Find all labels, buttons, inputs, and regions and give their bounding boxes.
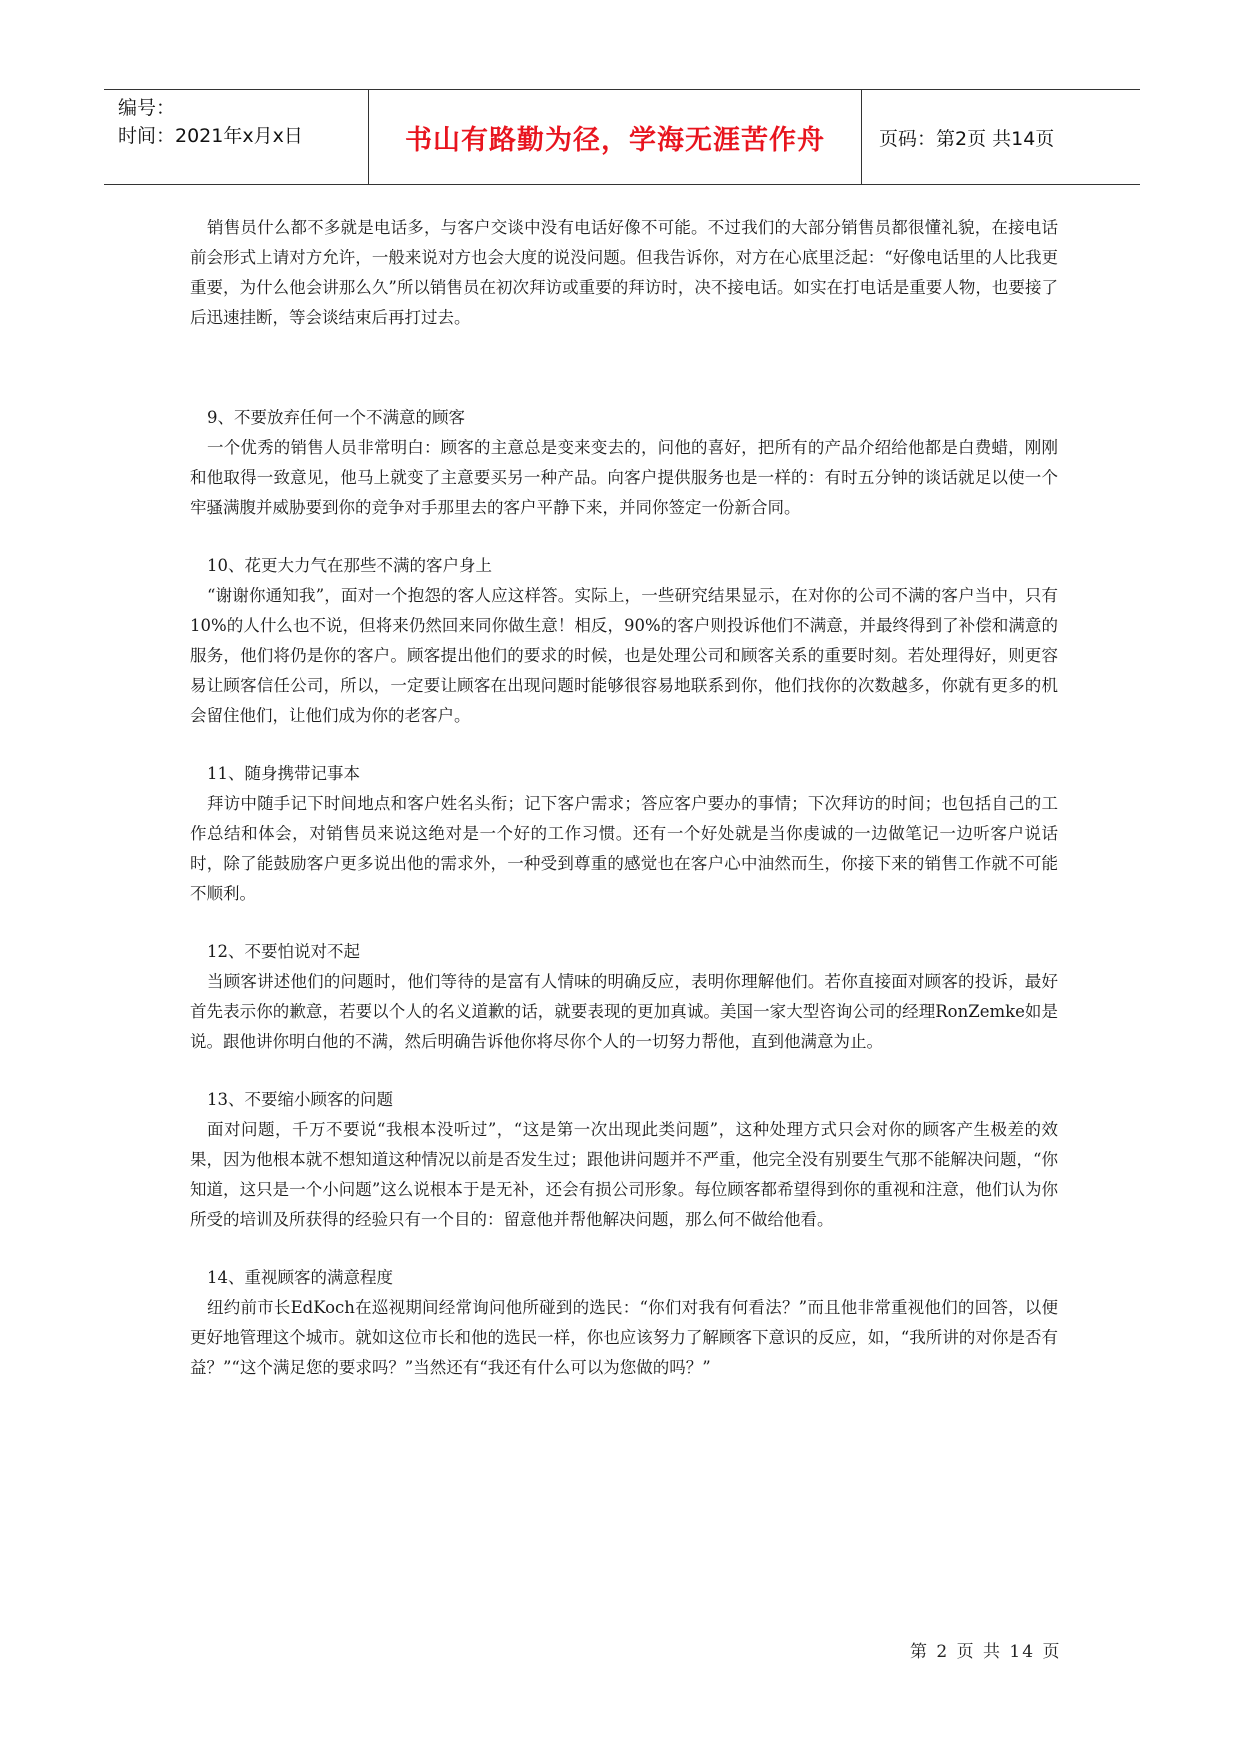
- header-page-info: 页码：第2页 共14页: [879, 127, 1055, 150]
- page-header: [104, 89, 1140, 185]
- section-body: 面对问题，千万不要说“我根本没听过”，“这是第一次出现此类问题”，这种处理方式只会对你的顾客产生极差的效果，因为他根本就不想知道这种情况以前是否发生过；跟他讲问题并不严重，他完全没有别要生气那不能解决问题，“你知道，这只是一个小问题”这么说根本于是无补，还会有损公司形象。每位顾客都希望得到你的重视和注意，他们认为你所受的培训及所获得的经验只有一个目的：留意他并帮他解决问题，那么何不做给他看。: [190, 1120, 1058, 1229]
- section-heading: 13、不要缩小顾客的问题: [207, 1090, 393, 1109]
- document-body: [190, 213, 1058, 1383]
- section-heading: 14、重视顾客的满意程度: [207, 1268, 393, 1287]
- header-left-cell: [104, 90, 369, 184]
- header-motto: 书山有路勤为径，学海无涯苦作舟: [405, 124, 825, 156]
- section-body: 当顾客讲述他们的问题时，他们等待的是富有人情味的明确反应，表明你理解他们。若你直接面对顾客的投诉，最好首先表示你的歉意，若要以个人的名义道歉的话，就要表现的更加真诚。美国一家大型咨询公司的经理RonZemke如是说。跟他讲你明白他的不满，然后明确告诉他你将尽你个人的一切努力帮他，直到他满意为止。: [190, 972, 1058, 1051]
- section-body: 纽约前市长EdKoch在巡视期间经常询问他所碰到的选民：“你们对我有何看法？”而且他非常重视他们的回答，以便更好地管理这个城市。就如这位市长和他的选民一样，你也应该努力了解顾客下意识的反应，如，“我所讲的对你是否有益？”“这个满足您的要求吗？”当然还有“我还有什么可以为您做的吗？”: [190, 1298, 1058, 1377]
- header-right-cell: [863, 90, 1140, 184]
- section-heading: 12、不要怕说对不起: [207, 942, 360, 961]
- intro-paragraph: 销售员什么都不多就是电话多，与客户交谈中没有电话好像不可能。不过我们的大部分销售员都很懂礼貌，在接电话前会形式上请对方允许，一般来说对方也会大度的说没问题。但我告诉你，对方在心底里泛起：“好像电话里的人比我更重要，为什么他会讲那么久”所以销售员在初次拜访或重要的拜访时，决不接电话。如实在打电话是重要人物，也要接了后迅速挂断，等会谈结束后再打过去。: [190, 218, 1058, 327]
- header-motto-cell: [369, 90, 862, 184]
- section-body: 拜访中随手记下时间地点和客户姓名头衔；记下客户需求；答应客户要办的事情；下次拜访的时间；也包括自己的工作总结和体会，对销售员来说这绝对是一个好的工作习惯。还有一个好处就是当你虔诚的一边做笔记一边听客户说话时，除了能鼓励客户更多说出他的需求外，一种受到尊重的感觉也在客户心中油然而生，你接下来的销售工作就不可能不顺利。: [190, 794, 1058, 903]
- section-body: “谢谢你通知我”，面对一个抱怨的客人应这样答。实际上，一些研究结果显示，在对你的公司不满的客户当中，只有10%的人什么也不说，但将来仍然回来同你做生意！相反，90%的客户则投诉他们不满意，并最终得到了补偿和满意的服务，他们将仍是你的客户。顾客提出他们的要求的时候，也是处理公司和顾客关系的重要时刻。若处理得好，则更容易让顾客信任公司，所以，一定要让顾客在出现问题时能够很容易地联系到你，他们找你的次数越多，你就有更多的机会留住他们，让他们成为你的老客户。: [190, 586, 1058, 725]
- section-heading: 11、随身携带记事本: [207, 764, 360, 783]
- page-footer: 第 2 页 共 14 页: [910, 1642, 1062, 1662]
- section-body: 一个优秀的销售人员非常明白：顾客的主意总是变来变去的，问他的喜好，把所有的产品介绍给他都是白费蜡，刚刚和他取得一致意见，他马上就变了主意要买另一种产品。向客户提供服务也是一样的：有时五分钟的谈话就足以使一个牢骚满腹并威胁要到你的竞争对手那里去的客户平静下来，并同你签定一份新合同。: [190, 438, 1058, 517]
- section-heading: 10、花更大力气在那些不满的客户身上: [207, 556, 492, 575]
- section-heading: 9、不要放弃任何一个不满意的顾客: [207, 408, 465, 427]
- document-time-label: 时间：2021年x月x日: [118, 125, 303, 147]
- document-number-label: 编号：: [118, 97, 176, 119]
